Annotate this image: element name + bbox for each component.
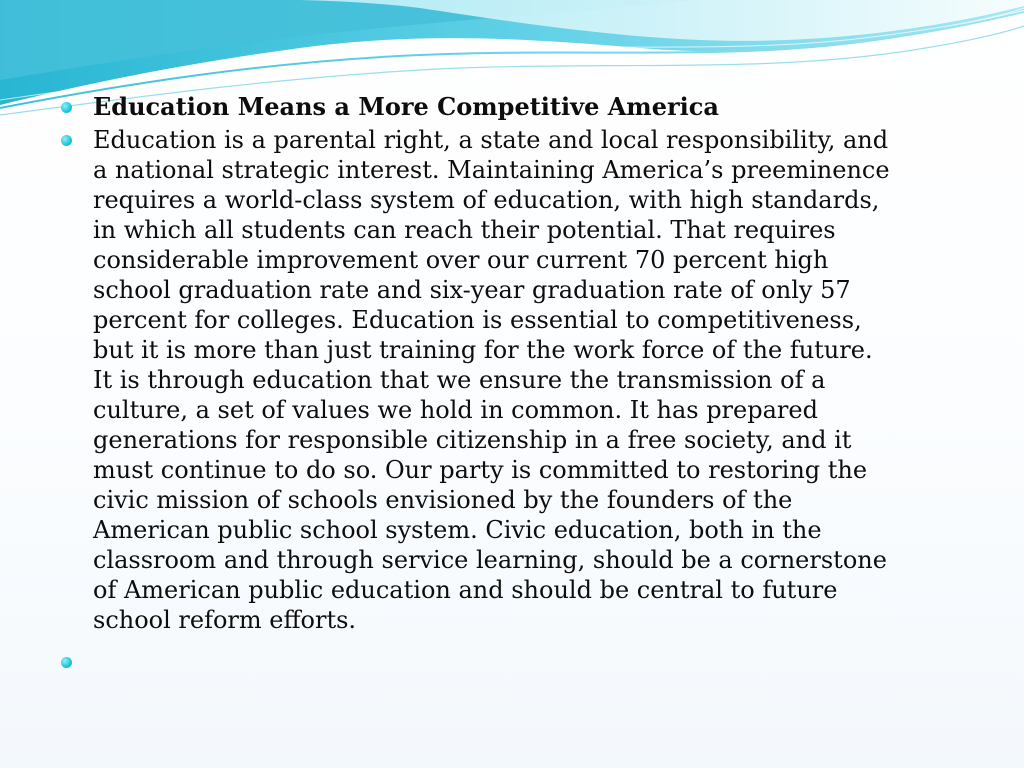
body-line: school graduation rate and six-year graduation rate of only 57 [93,276,851,304]
body-line: civic mission of schools envisioned by the founders of the [93,486,793,514]
bullet-dot-icon [61,135,72,146]
body-line: a national strategic interest. Maintaining America’s preeminence [93,156,890,184]
bullet-empty [58,647,978,677]
bullet-dot-icon [61,657,72,668]
body-line: considerable improvement over our current 70 percent high [93,246,829,274]
bullet-body [58,125,978,635]
body-line: school reform efforts. [93,606,357,634]
body-paragraph [93,125,978,635]
body-line: in which all students can reach their potential. That requires [93,216,836,244]
bullet-list [58,92,978,677]
slide-heading: Education Means a More Competitive America [93,92,719,121]
body-line: American public school system. Civic education, both in the [93,516,822,544]
bullet-dot-icon [61,102,72,113]
body-line: generations for responsible citizenship in a free society, and it [93,426,852,454]
body-line: It is through education that we ensure the transmission of a [93,366,826,394]
body-line: percent for colleges. Education is essential to competitiveness, [93,306,862,334]
body-line: but it is more than just training for the work force of the future. [93,336,873,364]
body-line: must continue to do so. Our party is committed to restoring the [93,456,868,484]
bullet-heading [58,92,978,122]
body-line: requires a world-class system of education, with high standards, [93,186,880,214]
body-line: culture, a set of values we hold in common. It has prepared [93,396,818,424]
body-line: of American public education and should be central to future [93,576,838,604]
body-line: Education is a parental right, a state and local responsibility, and [93,126,889,154]
slide-content [58,92,978,680]
body-line: classroom and through service learning, should be a cornerstone [93,546,887,574]
